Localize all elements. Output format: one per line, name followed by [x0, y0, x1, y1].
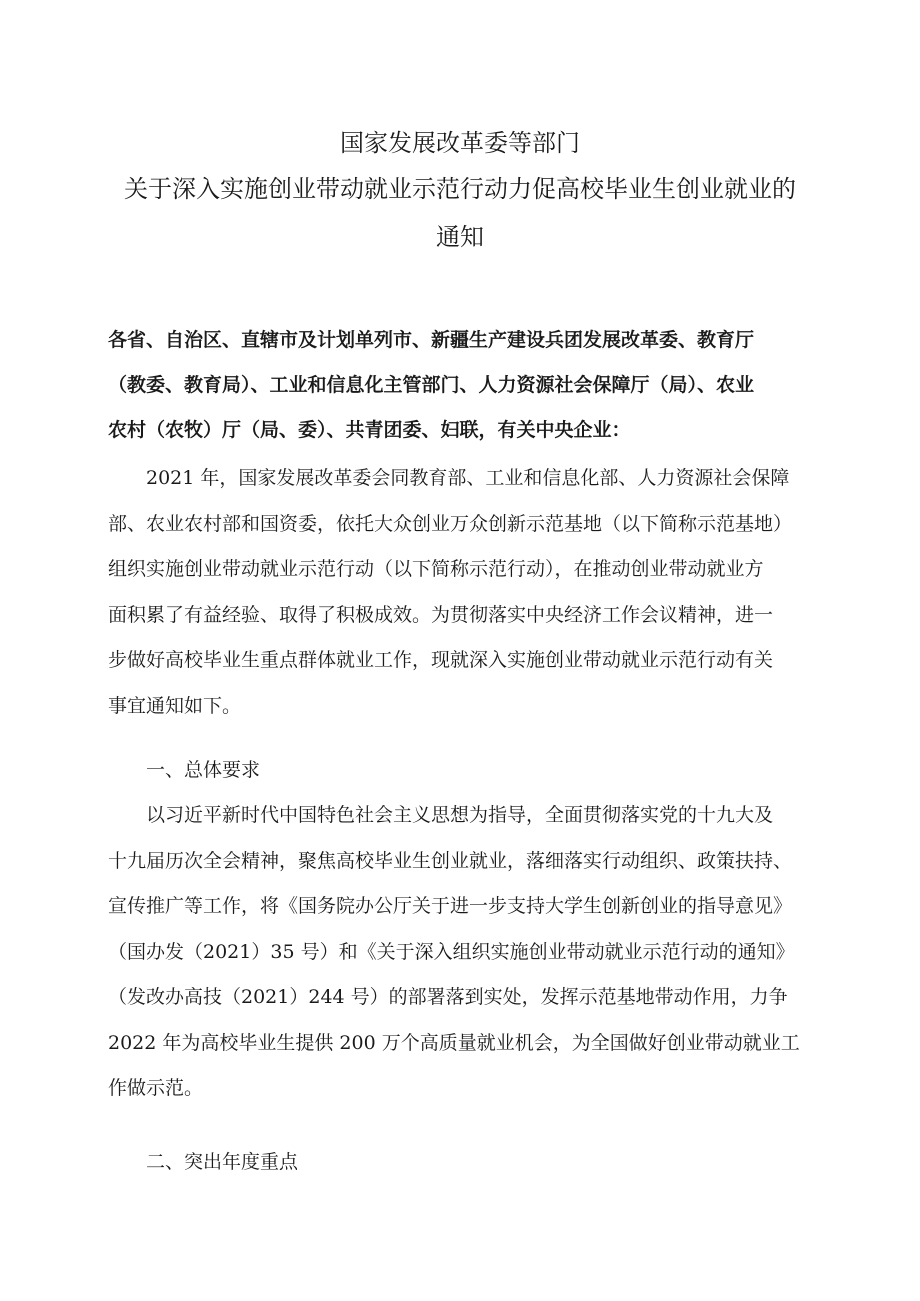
section-heading-2	[108, 1140, 820, 1186]
paragraph-line: 宣传推广等工作，将《国务院办公厅关于进一步支持大学生创新创业的指导意见》	[108, 895, 793, 917]
paragraph-line: 2022 年为高校毕业生提供 200 万个高质量就业机会，为全国做好创业带动就业工	[108, 1031, 800, 1054]
document-title-line-2: 关于深入实施创业带动就业示范行动力促高校毕业生创业就业的	[124, 175, 796, 203]
addressee-block	[108, 318, 820, 453]
paragraph-line: （发改办高技（2021）244 号）的部署落到实处，发挥示范基地带动作用，力争	[108, 986, 788, 1008]
paragraph-general-requirements	[108, 793, 820, 1112]
document-title-line-1: 国家发展改革委等部门	[340, 129, 580, 157]
section-heading-text: 二、突出年度重点	[146, 1151, 299, 1173]
addressee-line: 各省、自治区、直辖市及计划单列市、新疆生产建设兵团发展改革委、教育厅	[108, 329, 755, 351]
paragraph-line: 面积累了有益经验、取得了积极成效。为贯彻落实中央经济工作会议精神，进一	[108, 603, 774, 626]
addressee-line: （教委、教育局）、工业和信息化主管部门、人力资源社会保障厅（局）、农业	[108, 374, 755, 396]
paragraph-line: 十九届历次全会精神，聚焦高校毕业生创业就业，落细落实行动组织、政策扶持、	[108, 849, 793, 872]
paragraph-line: 步做好高校毕业生重点群体就业工作，现就深入实施创业带动就业示范行动有关	[108, 649, 774, 671]
paragraph-line: 作做示范。	[108, 1077, 204, 1099]
paragraph-line: 事宜通知如下。	[108, 694, 242, 717]
section-heading-text: 一、总体要求	[146, 759, 261, 781]
document-title-line-3: 通知	[436, 223, 484, 251]
paragraph-line: 以习近平新时代中国特色社会主义思想为指导，全面贯彻落实党的十九大及	[146, 804, 774, 826]
paragraph-line: 部、农业农村部和国资委，依托大众创业万众创新示范基地（以下简称示范基地）	[108, 512, 793, 535]
section-heading-1	[108, 748, 820, 794]
paragraph-intro	[108, 456, 820, 729]
addressee-line: 农村（农牧）厅（局、委）、共青团委、妇联，有关中央企业：	[108, 419, 631, 441]
paragraph-line: 组织实施创业带动就业示范行动（以下简称示范行动），在推动创业带动就业方	[108, 558, 764, 580]
paragraph-line: 2021 年，国家发展改革委会同教育部、工业和信息化部、人力资源社会保障	[146, 467, 790, 489]
paragraph-line: （国办发（2021）35 号）和《关于深入组织实施创业带动就业示范行动的通知》	[108, 940, 795, 963]
